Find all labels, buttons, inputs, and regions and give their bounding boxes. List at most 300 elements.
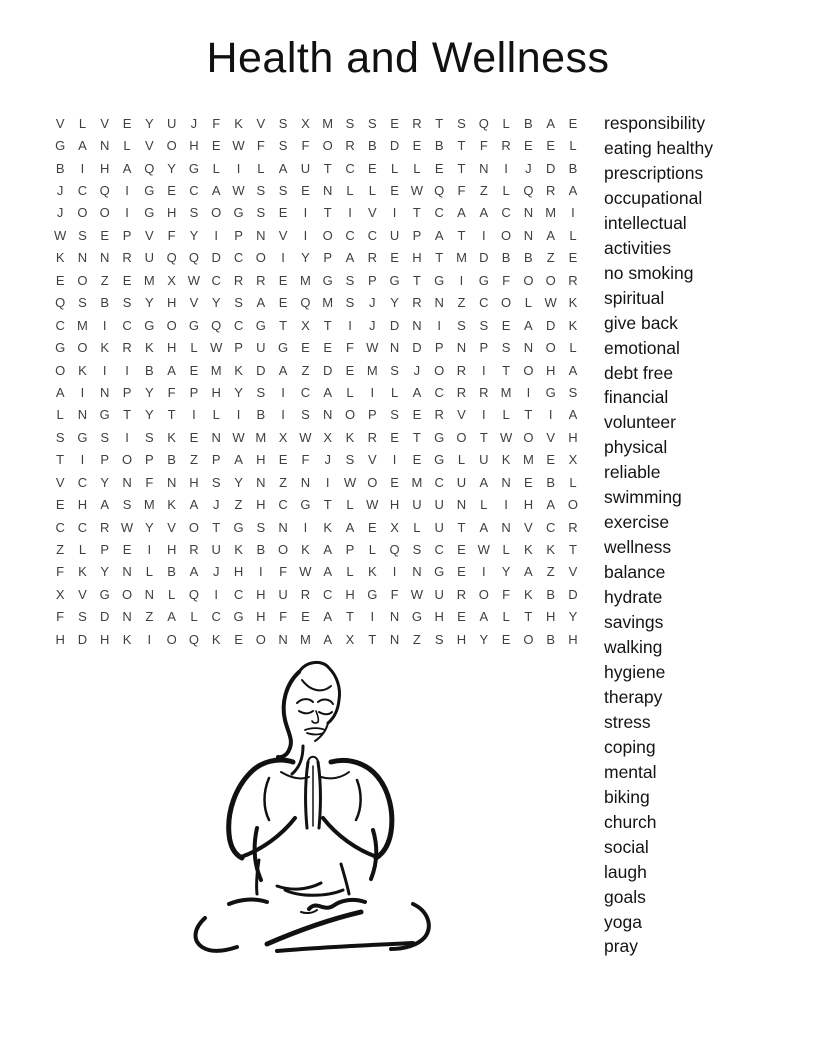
grid-letter: F bbox=[502, 586, 511, 602]
grid-letter: U bbox=[412, 497, 422, 513]
grid-letter: Q bbox=[478, 115, 489, 131]
grid-letter: K bbox=[211, 631, 221, 647]
grid-letter: F bbox=[301, 138, 310, 154]
grid-letter: S bbox=[457, 317, 466, 333]
grid-letter: B bbox=[167, 564, 176, 580]
grid-letter: H bbox=[166, 542, 177, 558]
grid-letter: A bbox=[323, 609, 333, 625]
grid-letter: T bbox=[279, 317, 288, 333]
grid-letter: S bbox=[434, 631, 444, 647]
grid-letter: J bbox=[324, 452, 331, 468]
grid-letter: Q bbox=[166, 250, 177, 266]
grid-letter: I bbox=[214, 227, 219, 243]
grid-letter: D bbox=[545, 160, 556, 176]
word-list-item: physical bbox=[604, 437, 668, 458]
grid-letter: S bbox=[278, 115, 288, 131]
grid-letter: F bbox=[56, 609, 65, 625]
grid-letter: P bbox=[122, 227, 132, 243]
grid-letter: H bbox=[434, 609, 444, 625]
grid-letter: L bbox=[569, 474, 577, 490]
grid-letter: R bbox=[367, 250, 377, 266]
grid-letter: F bbox=[145, 474, 154, 490]
grid-letter: N bbox=[456, 340, 467, 356]
grid-letter: W bbox=[187, 272, 201, 288]
grid-letter: T bbox=[457, 227, 466, 243]
grid-letter: F bbox=[256, 138, 265, 154]
grid-letter: P bbox=[211, 452, 221, 468]
yoga-figure-icon bbox=[181, 650, 453, 962]
grid-letter: M bbox=[299, 272, 311, 288]
grid-letter: I bbox=[459, 272, 464, 288]
grid-letter: C bbox=[345, 227, 355, 243]
word-list-item: balance bbox=[604, 562, 666, 583]
word-list-item: therapy bbox=[604, 686, 663, 707]
grid-letter: U bbox=[300, 160, 311, 176]
grid-letter: D bbox=[77, 631, 88, 647]
grid-letter: I bbox=[303, 227, 308, 243]
grid-letter: P bbox=[479, 340, 489, 356]
grid-letter: L bbox=[502, 183, 510, 199]
grid-letter: W bbox=[54, 227, 67, 243]
grid-letter: A bbox=[568, 362, 578, 378]
grid-letter: S bbox=[479, 317, 489, 333]
grid-letter: N bbox=[501, 474, 511, 490]
grid-letter: A bbox=[100, 497, 110, 513]
grid-letter: D bbox=[323, 362, 333, 378]
grid-letter: G bbox=[99, 407, 110, 423]
grid-letter: S bbox=[145, 429, 154, 445]
grid-letter: E bbox=[367, 160, 377, 176]
grid-letter: Q bbox=[300, 295, 311, 311]
grid-letter: L bbox=[457, 452, 466, 468]
grid-letter: P bbox=[367, 272, 377, 288]
grid-letter: I bbox=[348, 205, 352, 221]
grid-letter: G bbox=[255, 317, 266, 333]
grid-letter: I bbox=[526, 384, 531, 400]
grid-letter: R bbox=[479, 384, 489, 400]
grid-letter: R bbox=[100, 519, 110, 535]
grid-letter: Y bbox=[301, 250, 310, 266]
grid-letter: I bbox=[325, 474, 330, 490]
grid-letter: D bbox=[211, 250, 221, 266]
grid-letter: O bbox=[344, 407, 356, 423]
grid-letter: I bbox=[348, 317, 352, 333]
grid-letter: O bbox=[545, 272, 556, 288]
grid-letter: E bbox=[546, 452, 556, 468]
grid-letter: T bbox=[56, 452, 65, 468]
grid-letter: P bbox=[100, 542, 110, 558]
grid-letter: X bbox=[167, 272, 176, 288]
grid-letter: S bbox=[390, 407, 399, 423]
grid-letter: E bbox=[390, 474, 399, 490]
grid-letter: C bbox=[434, 384, 444, 400]
grid-letter: I bbox=[392, 564, 397, 580]
grid-letter: E bbox=[234, 631, 243, 647]
grid-letter: O bbox=[523, 631, 534, 647]
grid-letter: S bbox=[78, 609, 87, 625]
grid-letter: R bbox=[412, 295, 422, 311]
grid-letter: A bbox=[524, 317, 533, 333]
grid-letter: L bbox=[502, 609, 510, 625]
grid-letter: I bbox=[481, 407, 486, 423]
grid-letter: X bbox=[301, 115, 310, 131]
grid-letter: M bbox=[143, 272, 155, 288]
grid-letter: A bbox=[189, 497, 199, 513]
grid-letter: E bbox=[412, 452, 422, 468]
grid-letter: N bbox=[77, 407, 88, 423]
grid-letter: E bbox=[390, 250, 399, 266]
grid-letter: T bbox=[524, 609, 533, 625]
word-list-item: give back bbox=[604, 312, 678, 333]
meditating-person-illustration bbox=[181, 650, 453, 962]
grid-letter: I bbox=[303, 519, 308, 535]
grid-letter: T bbox=[412, 429, 421, 445]
grid-letter: F bbox=[301, 452, 310, 468]
grid-letter: O bbox=[278, 542, 289, 558]
grid-letter: G bbox=[55, 138, 66, 154]
grid-letter: L bbox=[569, 340, 577, 356]
grid-letter: R bbox=[256, 272, 266, 288]
grid-letter: B bbox=[568, 160, 578, 176]
grid-letter: H bbox=[100, 631, 110, 647]
grid-letter: C bbox=[434, 205, 444, 221]
grid-letter: R bbox=[367, 429, 377, 445]
grid-letter: H bbox=[256, 586, 266, 602]
grid-letter: O bbox=[545, 340, 556, 356]
grid-letter: J bbox=[56, 183, 64, 199]
grid-letter: R bbox=[300, 586, 311, 602]
grid-letter: I bbox=[125, 183, 129, 199]
grid-letter: Y bbox=[211, 295, 221, 311]
grid-letter: V bbox=[568, 564, 578, 580]
grid-letter: Q bbox=[523, 183, 534, 199]
grid-letter: S bbox=[568, 384, 578, 400]
grid-letter: G bbox=[144, 317, 155, 333]
grid-letter: Q bbox=[188, 586, 199, 602]
grid-letter: U bbox=[389, 227, 400, 243]
grid-letter: G bbox=[411, 609, 422, 625]
grid-letter: T bbox=[435, 115, 444, 131]
grid-letter: I bbox=[504, 497, 508, 513]
grid-letter: U bbox=[211, 542, 221, 558]
grid-letter: B bbox=[145, 362, 154, 378]
grid-letter: W bbox=[410, 183, 424, 199]
grid-letter: Y bbox=[100, 474, 110, 490]
grid-letter: E bbox=[546, 138, 556, 154]
grid-letter: L bbox=[502, 407, 510, 423]
grid-letter: O bbox=[434, 362, 445, 378]
grid-letter: A bbox=[524, 564, 533, 580]
grid-letter: D bbox=[389, 317, 400, 333]
grid-letter: P bbox=[345, 542, 355, 558]
grid-letter: R bbox=[456, 384, 467, 400]
grid-letter: R bbox=[545, 183, 556, 199]
grid-letter: E bbox=[501, 317, 511, 333]
grid-letter: A bbox=[479, 609, 489, 625]
grid-letter: F bbox=[502, 272, 511, 288]
grid-letter: Z bbox=[234, 497, 243, 513]
grid-letter: O bbox=[523, 272, 534, 288]
grid-letter: N bbox=[122, 474, 132, 490]
word-list-item: laugh bbox=[604, 861, 647, 882]
grid-letter: S bbox=[457, 115, 466, 131]
grid-letter: C bbox=[434, 542, 444, 558]
grid-letter: R bbox=[122, 250, 132, 266]
grid-letter: O bbox=[77, 272, 88, 288]
grid-letter: E bbox=[568, 115, 578, 131]
grid-letter: T bbox=[457, 519, 466, 535]
grid-letter: E bbox=[100, 227, 110, 243]
grid-letter: G bbox=[233, 519, 244, 535]
grid-letter: I bbox=[370, 384, 375, 400]
grid-letter: I bbox=[147, 631, 152, 647]
grid-letter: P bbox=[100, 452, 110, 468]
grid-letter: I bbox=[548, 407, 553, 423]
grid-letter: C bbox=[278, 497, 288, 513]
grid-letter: R bbox=[456, 362, 467, 378]
grid-letter: I bbox=[192, 407, 196, 423]
grid-letter: O bbox=[322, 227, 333, 243]
grid-letter: P bbox=[122, 384, 132, 400]
grid-letter: J bbox=[369, 317, 376, 333]
grid-letter: T bbox=[569, 542, 577, 558]
grid-letter: D bbox=[412, 340, 422, 356]
word-list-item: exercise bbox=[604, 512, 670, 533]
grid-letter: H bbox=[189, 474, 199, 490]
grid-letter: S bbox=[122, 497, 132, 513]
grid-letter: N bbox=[77, 250, 88, 266]
grid-letter: V bbox=[145, 138, 154, 154]
grid-letter: H bbox=[456, 631, 467, 647]
grid-letter: Y bbox=[501, 564, 511, 580]
grid-letter: E bbox=[367, 519, 377, 535]
grid-letter: Z bbox=[56, 542, 65, 558]
grid-letter: Y bbox=[145, 407, 154, 423]
grid-letter: O bbox=[166, 138, 177, 154]
grid-letter: H bbox=[256, 609, 266, 625]
grid-letter: W bbox=[232, 429, 245, 445]
grid-letter: B bbox=[167, 452, 176, 468]
grid-letter: N bbox=[323, 407, 333, 423]
grid-letter: A bbox=[323, 564, 333, 580]
grid-letter: H bbox=[100, 160, 110, 176]
grid-letter: O bbox=[121, 452, 133, 468]
grid-letter: H bbox=[412, 250, 422, 266]
grid-letter: C bbox=[77, 474, 88, 490]
grid-letter: Y bbox=[390, 295, 399, 311]
word-list-item: emotional bbox=[604, 337, 680, 358]
grid-letter: W bbox=[544, 295, 557, 311]
grid-letter: C bbox=[300, 384, 311, 400]
grid-letter: A bbox=[323, 384, 333, 400]
grid-letter: H bbox=[256, 497, 266, 513]
word-list-item: coping bbox=[604, 736, 656, 757]
grid-letter: L bbox=[346, 384, 354, 400]
grid-letter: N bbox=[479, 160, 489, 176]
grid-letter: R bbox=[456, 586, 467, 602]
grid-letter: L bbox=[346, 183, 354, 199]
grid-letter: V bbox=[256, 115, 266, 131]
grid-letter: C bbox=[345, 160, 355, 176]
grid-letter: E bbox=[278, 205, 288, 221]
word-list-item: stress bbox=[604, 711, 651, 732]
grid-letter: T bbox=[412, 205, 421, 221]
grid-letter: S bbox=[345, 115, 355, 131]
grid-letter: C bbox=[434, 474, 444, 490]
grid-letter: Q bbox=[434, 183, 445, 199]
grid-letter: W bbox=[232, 183, 245, 199]
grid-letter: M bbox=[255, 429, 267, 445]
grid-letter: A bbox=[345, 250, 355, 266]
grid-letter: S bbox=[501, 340, 511, 356]
word-list-item: volunteer bbox=[604, 412, 676, 433]
grid-letter: Z bbox=[145, 609, 154, 625]
grid-letter: K bbox=[367, 564, 377, 580]
grid-letter: N bbox=[256, 227, 266, 243]
grid-letter: O bbox=[567, 497, 579, 513]
grid-letter: Y bbox=[479, 631, 489, 647]
word-list-item: biking bbox=[604, 786, 650, 807]
grid-letter: I bbox=[392, 205, 397, 221]
grid-letter: Z bbox=[279, 474, 288, 490]
grid-letter: V bbox=[524, 519, 533, 535]
grid-letter: O bbox=[322, 138, 333, 154]
grid-letter: H bbox=[568, 429, 578, 445]
grid-letter: A bbox=[256, 295, 266, 311]
grid-letter: J bbox=[212, 497, 220, 513]
grid-letter: P bbox=[145, 452, 154, 468]
grid-letter: L bbox=[390, 384, 399, 400]
grid-letter: O bbox=[523, 362, 534, 378]
grid-letter: S bbox=[256, 519, 266, 535]
grid-letter: L bbox=[257, 160, 265, 176]
grid-letter: U bbox=[144, 250, 155, 266]
grid-letter: L bbox=[569, 227, 577, 243]
grid-letter: E bbox=[301, 609, 310, 625]
grid-letter: V bbox=[367, 452, 377, 468]
grid-letter: S bbox=[55, 429, 65, 445]
grid-letter: N bbox=[278, 631, 288, 647]
grid-letter: O bbox=[456, 429, 467, 445]
grid-letter: L bbox=[502, 542, 510, 558]
grid-letter: K bbox=[546, 542, 556, 558]
grid-letter: M bbox=[522, 452, 534, 468]
grid-letter: Q bbox=[188, 631, 199, 647]
grid-letter: L bbox=[56, 407, 64, 423]
grid-letter: M bbox=[456, 250, 467, 266]
grid-letter: I bbox=[504, 160, 508, 176]
grid-letter: X bbox=[323, 429, 333, 445]
grid-letter: Z bbox=[546, 250, 555, 266]
grid-letter: A bbox=[345, 519, 355, 535]
grid-letter: U bbox=[434, 497, 444, 513]
grid-letter: G bbox=[188, 160, 199, 176]
grid-letter: G bbox=[367, 586, 378, 602]
grid-letter: J bbox=[212, 564, 220, 580]
grid-letter: T bbox=[323, 160, 332, 176]
grid-letter: A bbox=[412, 384, 422, 400]
grid-letter: J bbox=[190, 115, 198, 131]
grid-letter: O bbox=[121, 586, 133, 602]
grid-letter: T bbox=[479, 429, 488, 445]
grid-letter: C bbox=[323, 586, 333, 602]
grid-letter: O bbox=[188, 519, 199, 535]
grid-letter: I bbox=[481, 227, 486, 243]
grid-letter: S bbox=[345, 452, 355, 468]
grid-letter: W bbox=[366, 340, 379, 356]
grid-letter: Q bbox=[99, 183, 110, 199]
grid-letter: M bbox=[545, 205, 557, 221]
grid-letter: C bbox=[233, 586, 244, 602]
grid-letter: Y bbox=[145, 295, 154, 311]
grid-letter: P bbox=[434, 340, 444, 356]
grid-letter: I bbox=[281, 250, 285, 266]
grid-letter: C bbox=[501, 205, 511, 221]
grid-letter: A bbox=[546, 115, 556, 131]
grid-letter: I bbox=[102, 317, 107, 333]
grid-letter: A bbox=[546, 227, 556, 243]
grid-letter: L bbox=[78, 542, 87, 558]
word-list-item: hygiene bbox=[604, 661, 666, 682]
grid-letter: O bbox=[77, 205, 88, 221]
grid-letter: D bbox=[479, 250, 489, 266]
grid-letter: R bbox=[189, 542, 199, 558]
grid-letter: K bbox=[78, 362, 87, 378]
grid-letter: A bbox=[323, 631, 333, 647]
grid-letter: W bbox=[366, 497, 379, 513]
grid-letter: L bbox=[390, 160, 399, 176]
grid-letter: A bbox=[234, 452, 243, 468]
grid-letter: Q bbox=[144, 160, 155, 176]
grid-letter: E bbox=[55, 272, 65, 288]
grid-letter: B bbox=[256, 407, 266, 423]
grid-letter: I bbox=[281, 384, 285, 400]
grid-letter: F bbox=[167, 384, 176, 400]
grid-letter: Z bbox=[479, 183, 488, 199]
grid-letter: O bbox=[255, 250, 266, 266]
grid-letter: I bbox=[370, 609, 375, 625]
grid-letter: F bbox=[167, 227, 176, 243]
grid-letter: R bbox=[568, 519, 578, 535]
grid-letter: W bbox=[499, 429, 513, 445]
grid-letter: L bbox=[480, 497, 488, 513]
grid-letter: O bbox=[99, 205, 110, 221]
grid-letter: G bbox=[434, 452, 445, 468]
grid-letter: E bbox=[457, 564, 466, 580]
grid-letter: L bbox=[212, 407, 220, 423]
grid-letter: U bbox=[256, 340, 266, 356]
grid-letter: I bbox=[125, 429, 129, 445]
grid-letter: L bbox=[190, 340, 198, 356]
grid-letter: U bbox=[456, 474, 467, 490]
grid-letter: A bbox=[189, 564, 199, 580]
page-title: Health and Wellness bbox=[206, 34, 610, 82]
word-list-item: intellectual bbox=[604, 212, 687, 233]
grid-letter: N bbox=[456, 497, 467, 513]
grid-letter: Z bbox=[301, 362, 310, 378]
grid-letter: E bbox=[412, 138, 422, 154]
grid-letter: H bbox=[256, 452, 266, 468]
grid-letter: S bbox=[100, 429, 110, 445]
grid-letter: L bbox=[413, 519, 421, 535]
grid-letter: A bbox=[546, 497, 556, 513]
grid-letter: N bbox=[300, 474, 311, 490]
grid-letter: N bbox=[523, 340, 534, 356]
grid-letter: V bbox=[367, 205, 377, 221]
grid-letter: R bbox=[345, 138, 355, 154]
word-list-item: swimming bbox=[604, 487, 682, 508]
grid-letter: S bbox=[345, 272, 355, 288]
